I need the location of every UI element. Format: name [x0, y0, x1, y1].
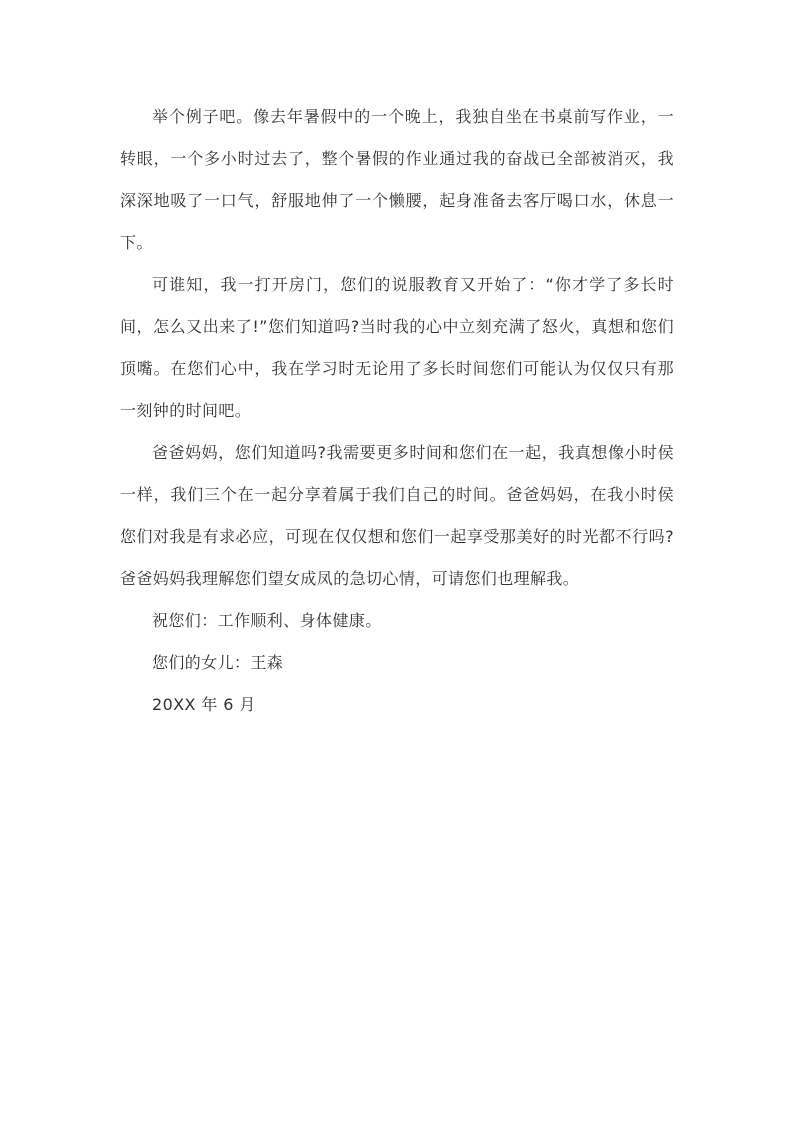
- letter-date: 20XX 年 6 月: [152, 695, 256, 714]
- paragraph-2: 可谁知，我一打开房门，您们的说服教育又开始了：“你才学了多长时间，怎么又出来了!”您们知道吗?当时我的心中立刻充满了怒火，真想和您们顶嘴。在您们心中，我在学习时无论用了多长时间您们可能认为仅仅只有那一刻钟的时间吧。: [120, 275, 674, 420]
- paragraph-1: 举个例子吧。像去年暑假中的一个晚上，我独自坐在书桌前写作业，一转眼，一个多小时过去了，整个暑假的作业通过我的奋战已全部被消灭，我深深地吸了一口气，舒服地伸了一个懒腰，起身准备去客厅喝口水，休息一下。: [120, 107, 674, 252]
- signature: 您们的女儿：王森: [152, 653, 284, 672]
- letter-body: [120, 96, 674, 726]
- paragraph-3: 爸爸妈妈，您们知道吗?我需要更多时间和您们在一起，我真想像小时侯一样，我们三个在一起分享着属于我们自己的时间。爸爸妈妈，在我小时侯您们对我是有求必应，可现在仅仅想和您们一起享受那美好的时光都不行吗?爸爸妈妈我理解您们望女成凤的急切心情，可请您们也理解我。: [120, 443, 674, 588]
- closing-wish: 祝您们：工作顺利、身体健康。: [152, 611, 382, 630]
